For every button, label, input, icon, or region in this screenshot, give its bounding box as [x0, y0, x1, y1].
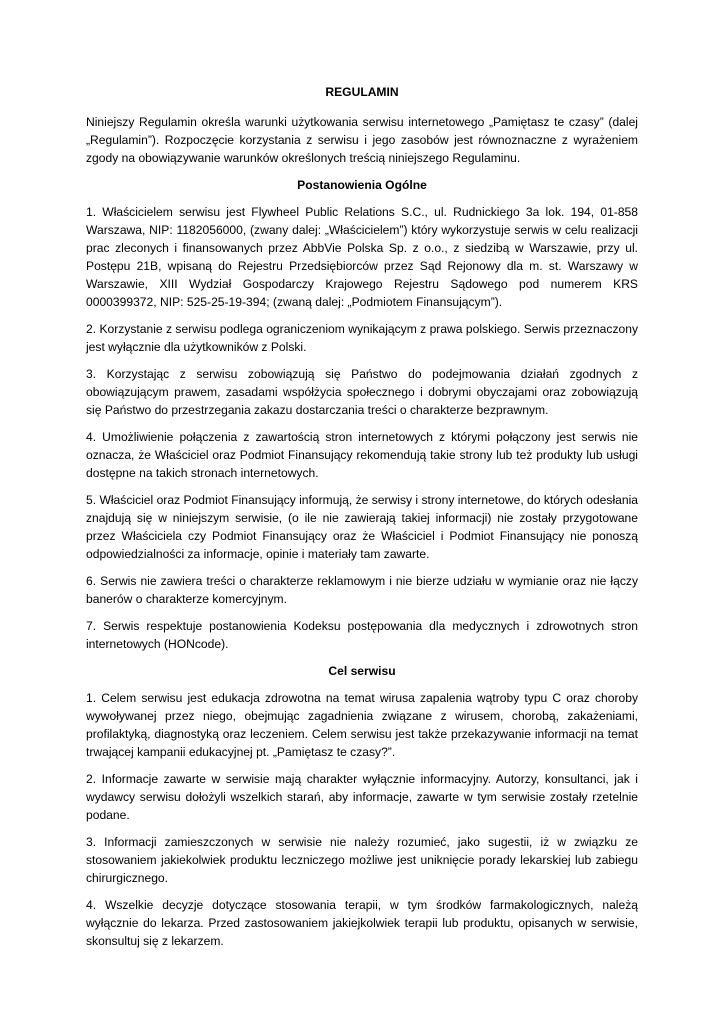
section-heading-general-provisions: Postanowienia Ogólne — [297, 178, 427, 192]
document-page — [86, 83, 638, 959]
service-purpose-4: 4. Wszelkie decyzje dotyczące stosowania terapii, w tym środków farmakologicznych, należą wyłącznie do lekarza. Przed zastosowaniem jakiejkolwiek terapii lub produktu, opisanych w serwisie, skonsultuj się z lekarzem. — [86, 898, 638, 948]
service-purpose-2: 2. Informacje zawarte w serwisie mają charakter wyłącznie informacyjny. Autorzy, konsultanci, jak i wydawcy serwisu dołożyli wszelkich starań, aby informacje, zawarte w tym serwisie zostały rzetelnie podane. — [86, 772, 638, 822]
general-provision-6: 6. Serwis nie zawiera treści o charakterze reklamowym i nie bierze udziału w wymianie oraz nie łączy banerów o charakterze komercyjnym. — [86, 574, 638, 606]
general-provision-2: 2. Korzystanie z serwisu podlega ograniczeniom wynikającym z prawa polskiego. Serwis przeznaczony jest wyłącznie dla użytkowników z Polski. — [86, 322, 638, 354]
general-provision-7: 7. Serwis respektuje postanowienia Kodeksu postępowania dla medycznych i zdrowotnych stron internetowych (HONcode). — [86, 619, 638, 651]
general-provision-3: 3. Korzystając z serwisu zobowiązują się Państwo do podejmowania działań zgodnych z obowiązującym prawem, zasadami współżycia społecznego i dobrymi obyczajami oraz zobowiązują się Państwo do przestrzegania zakazu dostarczania treści o charakterze bezprawnym. — [86, 367, 638, 417]
general-provision-1: 1. Właścicielem serwisu jest Flywheel Public Relations S.C., ul. Rudnickiego 3a lok. 194, 01-858 Warszawa, NIP: 1182056000, (zwany dalej: „Właścicielem”) który wykorzystuje serwis w celu realizacji prac zleconych i finansowanych przez AbbVie Polska Sp. z o.o., z siedzibą w Warszawie, przy ul. Postępu 21B, wpisaną do Rejestru Przedsiębiorców przez Sąd Rejonowy dla m. st. Warszawy w Warszawie, XIII Wydział Gospodarczy Krajowego Rejestru Sądowego pod numerem KRS 0000399372, NIP: 525-25-19-394; (zwaną dalej: „Podmiotem Finansującym”). — [86, 205, 638, 309]
service-purpose-3: 3. Informacji zamieszczonych w serwisie nie należy rozumieć, jako sugestii, iż w związku ze stosowaniem jakiekolwiek produktu leczniczego możliwe jest uniknięcie porady lekarskiej lub zabiegu chirurgicznego. — [86, 835, 638, 885]
general-provision-5: 5. Właściciel oraz Podmiot Finansujący informują, że serwisy i strony internetowe, do których odesłania znajdują się w niniejszym serwisie, (o ile nie zawierają takiej informacji) nie zostały przygotowane przez Właściciela czy Podmiot Finansujący oraz że Właściciel i Podmiot Finansujący nie ponoszą odpowiedzialności za informacje, opinie i materiały tam zawarte. — [86, 493, 638, 561]
section-heading-service-purpose: Cel serwisu — [328, 664, 396, 678]
document-title: REGULAMIN — [325, 85, 399, 99]
service-purpose-1: 1. Celem serwisu jest edukacja zdrowotna na temat wirusa zapalenia wątroby typu C oraz choroby wywoływanej przez niego, obejmując zagadnienia związane z wirusem, chorobą, zakażeniami, profilaktyką, diagnostyką oraz leczeniem. Celem serwisu jest także przekazywanie informacji na temat trwającej kampanii edukacyjnej pt. „Pamiętasz te czasy?”. — [86, 691, 638, 759]
general-provision-4: 4. Umożliwienie połączenia z zawartością stron internetowych z którymi połączony jest serwis nie oznacza, że Właściciel oraz Podmiot Finansujący rekomendują takie strony lub też produkty lub usługi dostępne na takich stronach internetowych. — [86, 430, 638, 480]
intro-paragraph: Niniejszy Regulamin określa warunki użytkowania serwisu internetowego „Pamiętasz te czasy” (dalej „Regulamin”). Rozpoczęcie korzystania z serwisu i jego zasobów jest równoznaczne z wyrażeniem zgody na obowiązywanie warunków określonych treścią niniejszego Regulaminu. — [86, 115, 638, 165]
